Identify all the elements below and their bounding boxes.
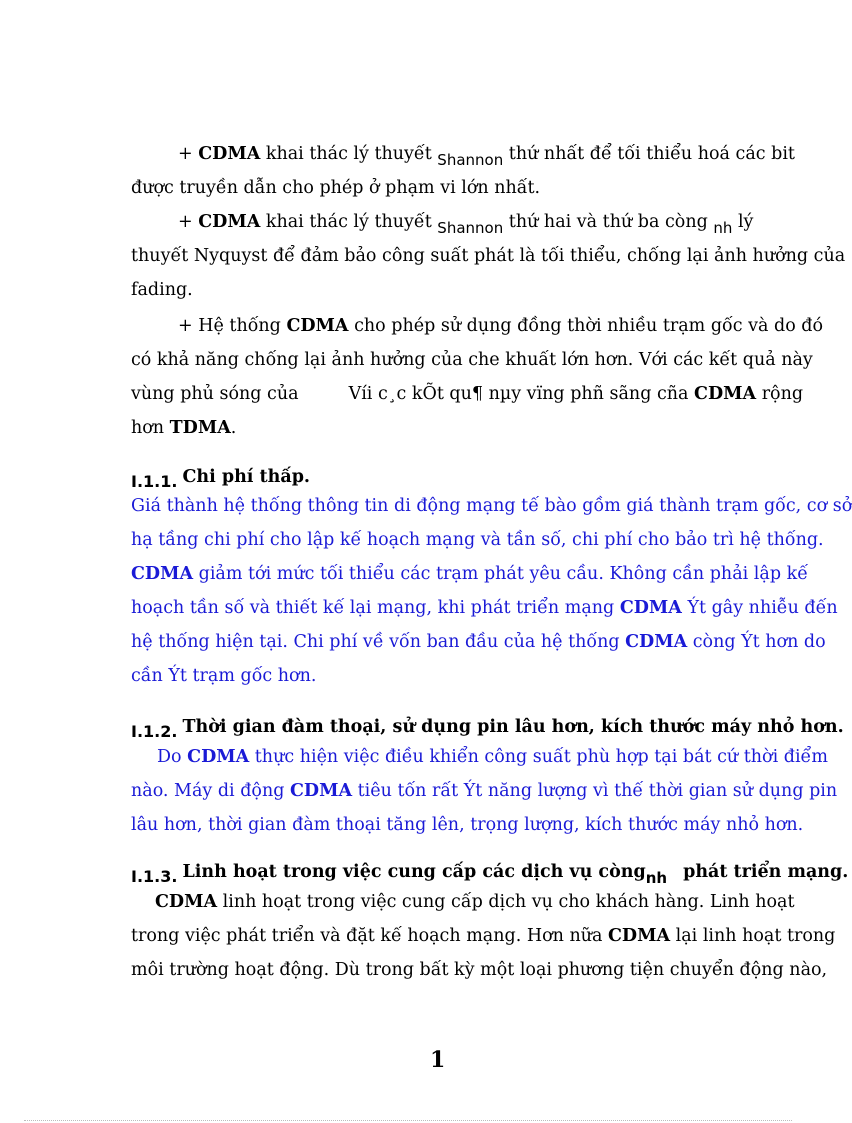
paragraph-shannon-first: + CDMA khai thác lý thuyết Shannon thứ nhất để tối thiểu hoá các bit được truyền dẫn cho phép ở phạm vi lớn nhất. xyxy=(131,144,795,198)
section-heading-battery-life: I.1.2. Thời gian đàm thoại, sử dụng pin lâu hơn, kích thước máy nhỏ hơn. xyxy=(131,717,844,741)
paragraph-battery: Do CDMA thực hiện việc điều khiển công suất phù hợp tại bát cứ thời điểm nào. Máy di động CDMA tiêu tốn rất Ýt năng lượng vì thế thời gian sử dụng pin lâu hơn, thời gian đàm thoại tăng lên, trọng lượng, kích thước máy nhỏ hơn. xyxy=(131,747,838,835)
section-heading-low-cost: I.1.1. Chi phí thấp. xyxy=(131,467,311,491)
paragraph-flexibility: CDMA linh hoạt trong việc cung cấp dịch vụ cho khách hàng. Linh hoạt trong việc phát triển và đặt kế hoạch mạng. Hơn nữa CDMA lại linh hoạt trong môi trường hoạt động. Dù trong bất kỳ một loại phương tiện chuyển động nào, xyxy=(131,892,836,980)
section-heading-flexibility: I.1.3. Linh hoạt trong việc cung cấp các dịch vụ còngnh phát triển mạng. xyxy=(131,862,849,887)
paragraph-shannon-second: + CDMA khai thác lý thuyết Shannon thứ hai và thứ ba còng nh lý thuyết Nyquyst để đảm bảo công suất phát là tối thiểu, chống lại ảnh hưởng của fading. xyxy=(131,212,846,300)
paragraph-multiple-base-stations: + Hệ thống CDMA cho phép sử dụng đồng thời nhiều trạm gốc và do đó có khả năng chống lại ảnh hưởng của che khuất lớn hơn. Với các kết quả này vùng phủ sóng của Víi c¸c kÕt qu¶ nµy vïng phñ sãng cña CDMA rộng hơn TDMA. xyxy=(131,316,824,438)
paragraph-cost: Giá thành hệ thống thông tin di động mạng tế bào gồm giá thành trạm gốc, cơ sở hạ tầng chi phí cho lập kế hoạch mạng và tần số, chi phí cho bảo trì hệ thống. CDMA giảm tới mức tối thiểu các trạm phát yêu cầu. Không cần phải lập kế hoạch tần số và thiết kế lại mạng, khi phát triển mạng CDMA Ýt gây nhiễu đến hệ thống hiện tại. Chi phí về vốn ban đầu của hệ thống CDMA còng Ýt hơn do cần Ýt trạm gốc hơn. xyxy=(131,496,852,686)
page-bottom-divider xyxy=(24,1120,792,1121)
page-number: 1 xyxy=(430,1047,446,1073)
